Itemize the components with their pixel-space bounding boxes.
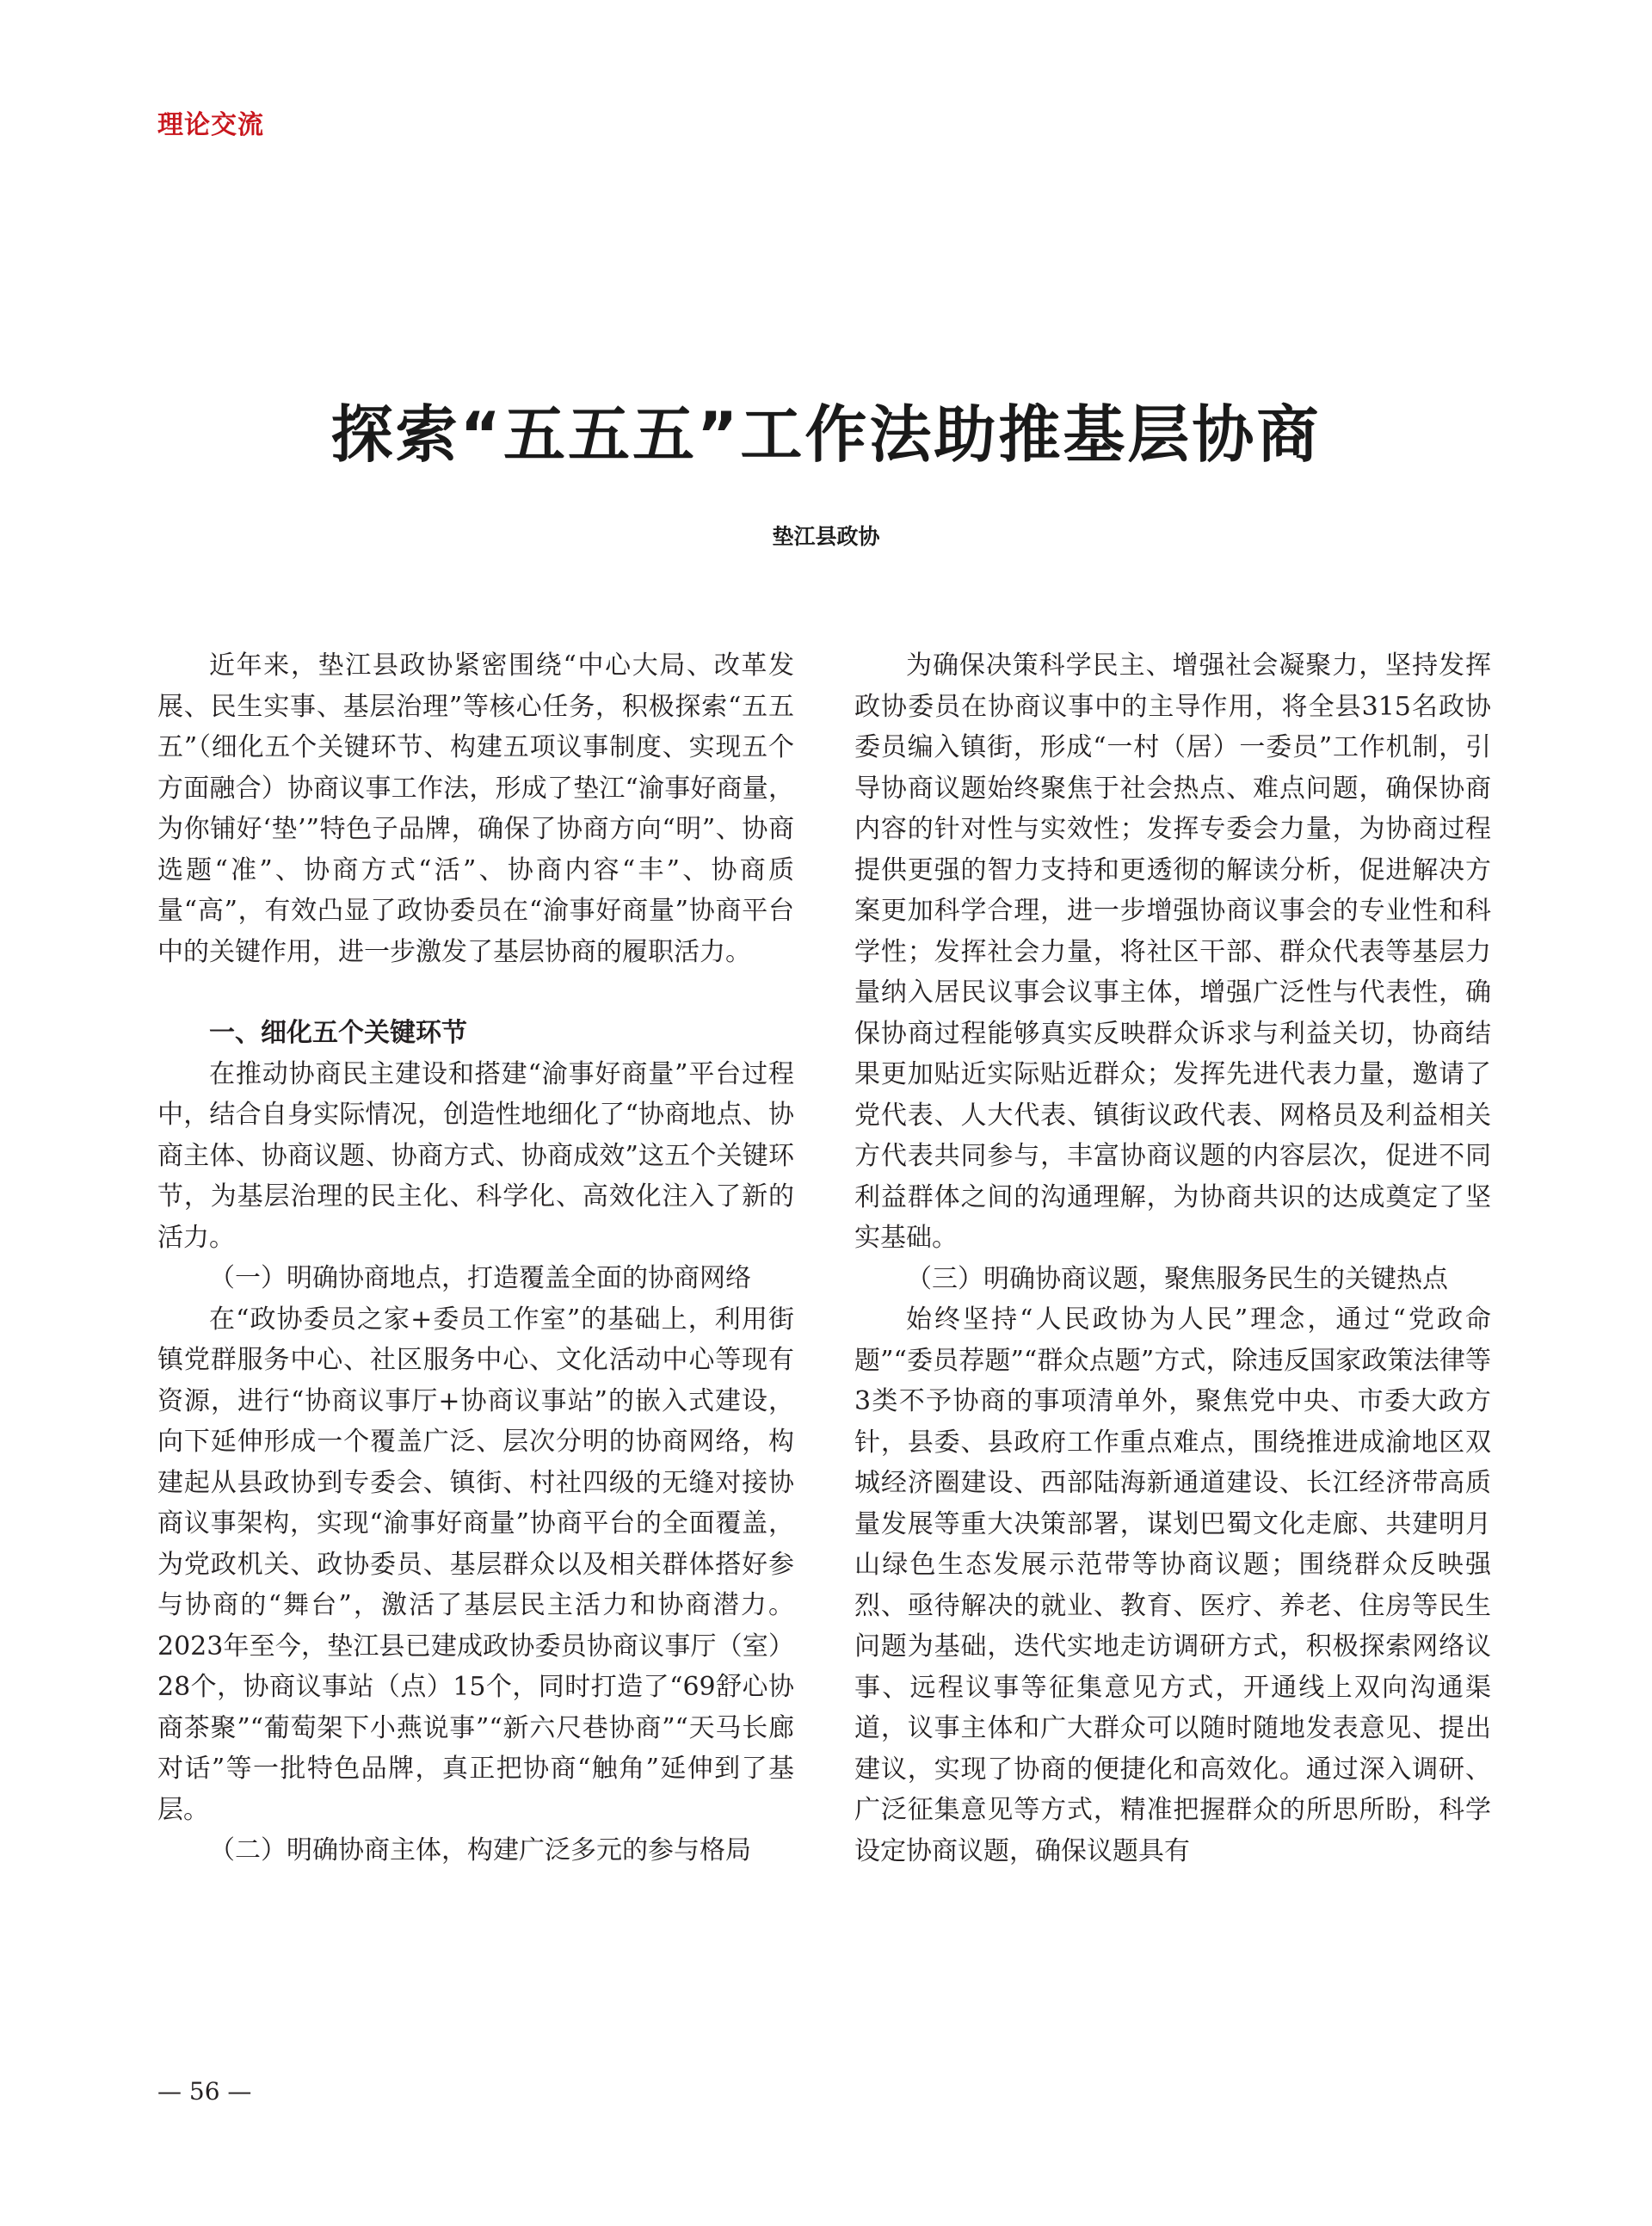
article-title: 探索“五五五”工作法助推基层协商 bbox=[330, 398, 1322, 471]
article-author: 垫江县政协 bbox=[772, 524, 880, 549]
page-number: — 56 — bbox=[157, 2077, 252, 2106]
intro-paragraph: 近年来，垫江县政协紧密围绕“中心大局、改革发展、民生实事、基层治理”等核心任务，积极探索“五五五”（细化五个关键环节、构建五项议事制度、实现五个方面融合）协商议事工作法，形成了垫江“渝事好商量，为你铺好‘垫’”特色子品牌，确保了协商方向“明”、协商选题“准”、协商方式“活”、协商内容“丰”、协商质量“高”，有效凸显了政协委员在“渝事好商量”协商平台中的关键作用，进一步激发了基层协商的履职活力。 bbox=[157, 651, 794, 967]
subsection-heading: （二）明确协商主体，构建广泛多元的参与格局 bbox=[209, 1835, 751, 1865]
body-paragraph: 在推动协商民主建设和搭建“渝事好商量”平台过程中，结合自身实际情况，创造性地细化了“协商地点、协商主体、协商议题、协商方式、协商成效”这五个关键环节，为基层治理的民主化、科学化、高效化注入了新的活力。 bbox=[157, 1058, 794, 1253]
body-paragraph: 为确保决策科学民主、增强社会凝聚力，坚持发挥政协委员在协商议事中的主导作用，将全县315名政协委员编入镇街，形成“一村（居）一委员”工作机制，引导协商议题始终聚焦于社会热点、难点问题，确保协商内容的针对性与实效性；发挥专委会力量，为协商过程提供更强的智力支持和更透彻的解读分析，促进解决方案更加科学合理，进一步增强协商议事会的专业性和科学性；发挥社会力量，将社区干部、群众代表等基层力量纳入居民议事会议事主体，增强广泛性与代表性，确保协商过程能够真实反映群众诉求与利益关切，协商结果更加贴近实际贴近群众；发挥先进代表力量，邀请了党代表、人大代表、镇街议政代表、网格员及利益相关方代表共同参与，丰富协商议题的内容层次，促进不同利益群体之间的沟通理解，为协商共识的达成奠定了坚实基础。 bbox=[854, 651, 1491, 1253]
body-paragraph: 在“政协委员之家+委员工作室”的基础上，利用街镇党群服务中心、社区服务中心、文化活动中心等现有资源，进行“协商议事厅+协商议事站”的嵌入式建设，向下延伸形成一个覆盖广泛、层次分明的协商网络，构建起从县政协到专委会、镇街、村社四级的无缝对接协商议事架构，实现“渝事好商量”协商平台的全面覆盖，为党政机关、政协委员、基层群众以及相关群体搭好参与协商的“舞台”，激活了基层民主活力和协商潜力。2023年至今，垫江县已建成政协委员协商议事厅（室）28个，协商议事站（点）15个，同时打造了“69舒心协商茶聚”“葡萄架下小燕说事”“新六尺巷协商”“天马长廊对话”等一批特色品牌，真正把协商“触角”延伸到了基层。 bbox=[157, 1304, 794, 1825]
section-label: 理论交流 bbox=[157, 110, 264, 140]
section-heading: 一、细化五个关键环节 bbox=[209, 1018, 467, 1048]
body-paragraph: 始终坚持“人民政协为人民”理念，通过“党政命题”“委员荐题”“群众点题”方式，除违反国家政策法律等3类不予协商的事项清单外，聚焦党中央、市委大政方针，县委、县政府工作重点难点，围绕推进成渝地区双城经济圈建设、西部陆海新通道建设、长江经济带高质量发展等重大决策部署，谋划巴蜀文化走廊、共建明月山绿色生态发展示范带等协商议题；围绕群众反映强烈、亟待解决的就业、教育、医疗、养老、住房等民生问题为基础，迭代实地走访调研方式，积极探索网络议事、远程议事等征集意见方式，开通线上双向沟通渠道，议事主体和广大群众可以随时随地发表意见、提出建议，实现了协商的便捷化和高效化。通过深入调研、广泛征集意见等方式，精准把握群众的所思所盼，科学设定协商议题，确保议题具有 bbox=[854, 1304, 1491, 1866]
left-column bbox=[157, 645, 794, 1871]
subsection-heading: （一）明确协商地点，打造覆盖全面的协商网络 bbox=[209, 1263, 751, 1293]
right-column bbox=[854, 645, 1491, 1871]
subsection-heading: （三）明确协商议题，聚焦服务民生的关键热点 bbox=[906, 1263, 1448, 1294]
